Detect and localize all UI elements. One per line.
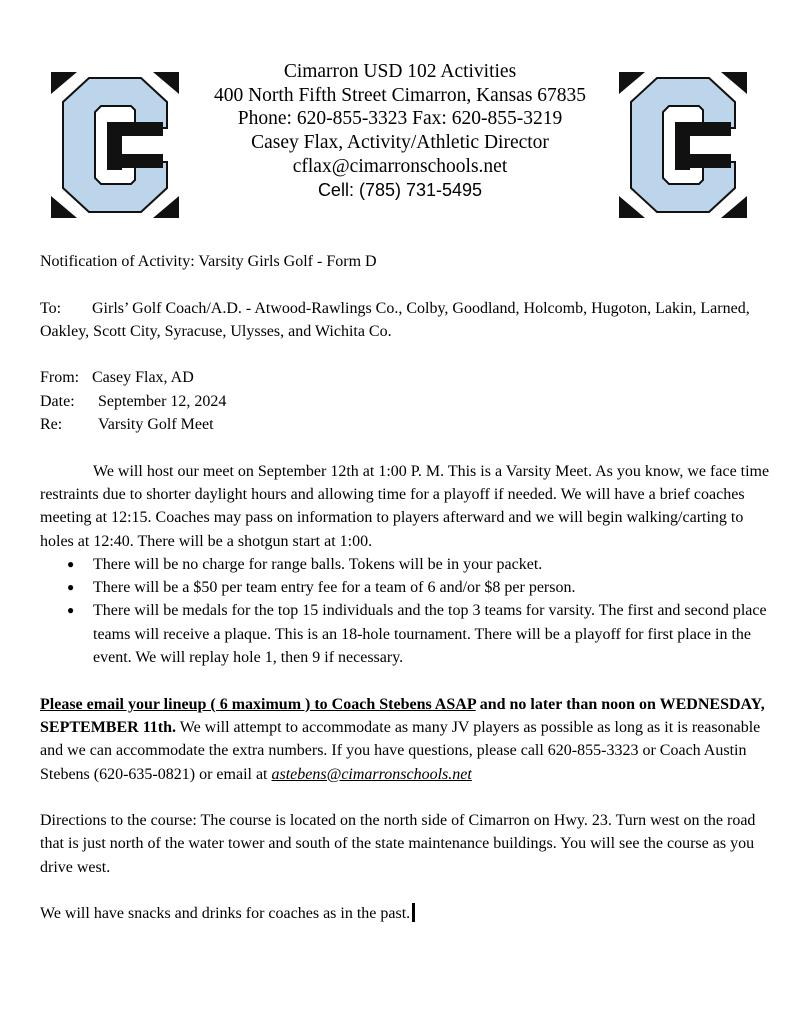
date-value: September 12, 2024 <box>98 392 227 410</box>
lineup-paragraph <box>40 693 770 786</box>
org-name: Cimarron USD 102 Activities <box>283 61 517 82</box>
letterhead <box>190 60 610 202</box>
coach-email-link[interactable]: astebens@cimarronschools.net <box>271 765 472 783</box>
logo-corner <box>721 196 747 218</box>
director-email: cflax@cimarronschools.net <box>292 155 508 177</box>
cimarron-c-logo-right <box>619 72 747 218</box>
logo-corner <box>153 196 179 218</box>
from-label: From: <box>40 369 80 387</box>
re-label: Re: <box>40 416 63 434</box>
logo-bar-bottom <box>675 154 731 168</box>
letter-body <box>40 250 770 926</box>
date-line <box>40 390 770 413</box>
lineup-instruction: Please email your lineup ( 6 maximum ) to Coach Stebens ASAP <box>40 695 476 713</box>
org-address: 400 North Fifth Street Cimarron, Kansas 67835 <box>213 84 587 106</box>
logo-corner <box>51 196 77 218</box>
logo-corner <box>619 72 645 94</box>
list-item: ● There will be a $50 per team entry fee for a team of 6 and/or $8 per person. <box>93 576 770 599</box>
closing-text: We will have snacks and drinks for coaches as in the past. <box>40 905 411 923</box>
from-line <box>40 366 770 389</box>
notification-line: Notification of Activity: Varsity Girls Golf - Form D <box>40 253 377 270</box>
lineup-deadline: and no later than noon on WEDNESDAY, SEPTEMBER 11th. <box>40 695 765 736</box>
text-cursor <box>412 903 415 922</box>
intro-paragraph: We will host our meet on September 12th at 1:00 P. M. This is a Varsity Meet. As you know, we face time restraints due to shorter daylight hours and allowing time for a playoff if needed. We will have a brief coaches meeting at 12:15. Coaches may pass on information to players afterward and we will begin walking/carting to holes at 12:40. There will be a shotgun start at 1:00. <box>40 462 770 550</box>
details-list <box>40 553 770 669</box>
cimarron-c-logo-left <box>51 72 179 218</box>
list-item: ● There will be medals for the top 15 individuals and the top 3 teams for varsity. The first and second place teams will receive a plaque. This is an 18-hole tournament. There will be a playoff for first place in the event. We will replay hole 1, then 9 if necessary. <box>93 599 770 669</box>
list-item: ● There will be no charge for range balls. Tokens will be in your packet. <box>93 553 770 576</box>
logo-corner <box>51 72 77 94</box>
to-block <box>40 297 770 344</box>
logo-corner <box>619 196 645 218</box>
closing-line <box>40 902 770 925</box>
re-value: Varsity Golf Meet <box>98 416 214 434</box>
date-label: Date: <box>40 392 75 410</box>
logo-bar-bottom <box>107 154 163 168</box>
director-cell: Cell: (785) 731-5495 <box>317 179 483 200</box>
to-label: To: <box>40 299 62 317</box>
from-value: Casey Flax, AD <box>92 369 194 387</box>
org-phone-fax: Phone: 620-855-3323 Fax: 620-855-3219 <box>237 108 563 130</box>
logo-corner <box>721 72 747 94</box>
to-recipients: Girls’ Golf Coach/A.D. - Atwood-Rawlings Co., Colby, Goodland, Holcomb, Hugoton, Lakin, Larned, Oakley, Scott City, Syracuse, Ulysses, and Wichita Co. <box>40 299 750 340</box>
director-name: Casey Flax, Activity/Athletic Director <box>251 132 549 154</box>
directions-paragraph: Directions to the course: The course is located on the north side of Cimarron on Hwy. 23. Turn west on the road that is just north of the water tower and south of the state maintenance buildings. You will see the course as you drive west. <box>40 812 756 876</box>
lineup-details: We will attempt to accommodate as many JV players as possible as long as it is reasonable and we can accommodate the extra numbers. If you have questions, please call 620-855-3323 or Coach Austin Stebens (620-635-0821) or email at <box>40 718 761 783</box>
logo-corner <box>153 72 179 94</box>
re-line <box>40 413 770 436</box>
